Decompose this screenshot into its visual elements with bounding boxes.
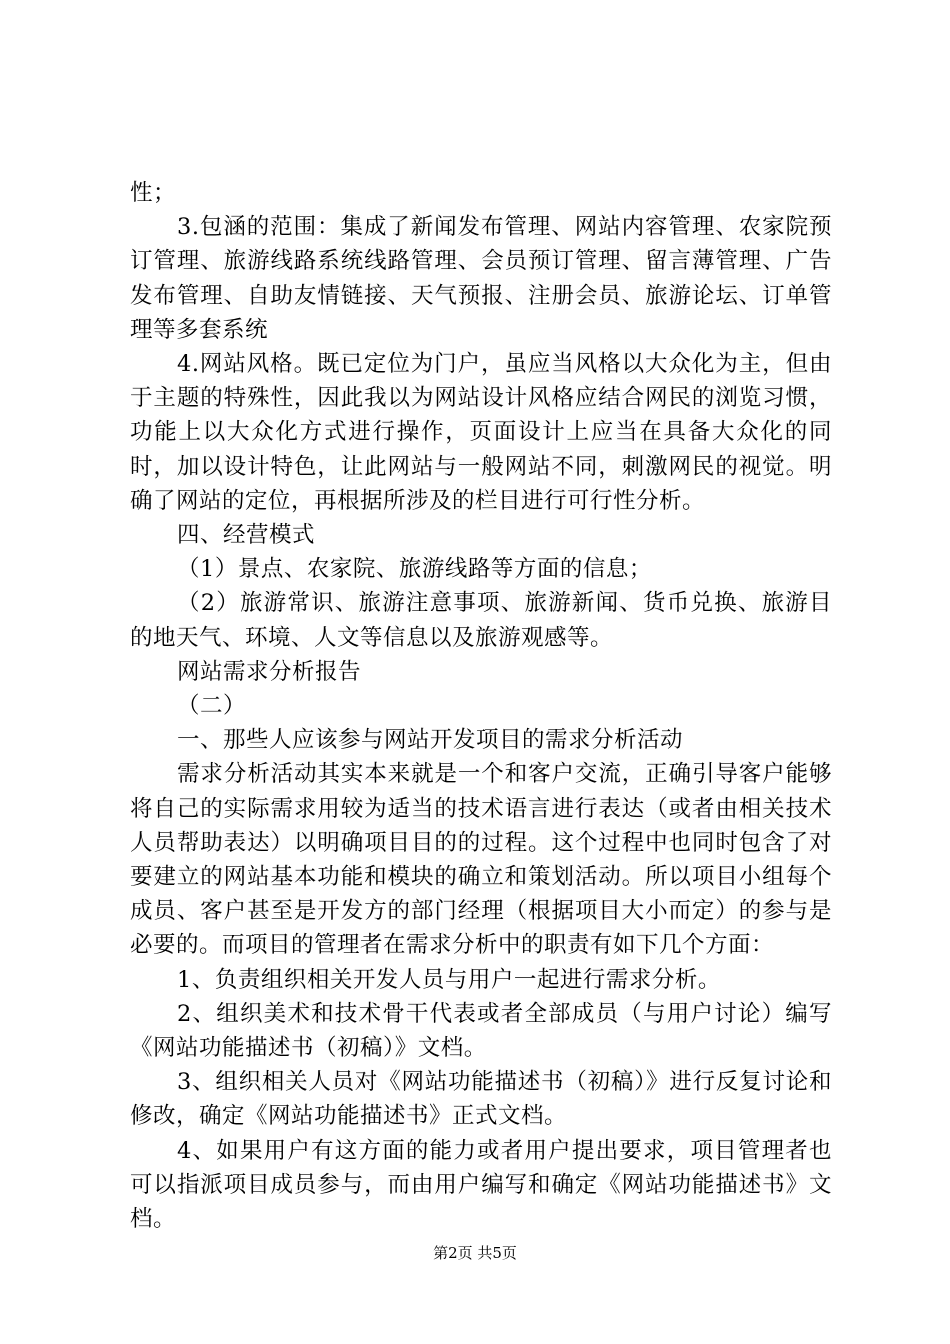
page-footer: 第2页 共5页	[433, 1244, 517, 1262]
paragraph-2: 4.网站风格。既已定位为门户，虽应当风格以大众化为主，但由于主题的特殊性，因此我以为网站设计风格应结合网民的浏览习惯，功能上以大众化方式进行操作，页面设计上应当在具备大众化的同时，加以设计特色，让此网站与一般网站不同，刺激网民的视觉。明确了网站的定位，再根据所涉及的栏目进行可行性分析。	[130, 351, 832, 514]
paragraph-5: （2）旅游常识、旅游注意事项、旅游新闻、货币兑换、旅游目的地天气、环境、人文等信息以及旅游观感等。	[130, 590, 832, 651]
section-heading-4: 四、经营模式	[177, 522, 316, 549]
paragraph-1: 3.包涵的范围：集成了新闻发布管理、网站内容管理、农家院预订管理、旅游线路系统线路管理、会员预订管理、留言薄管理、广告发布管理、自助友情链接、天气预报、注册会员、旅游论坛、订单管理等多套系统	[130, 214, 832, 343]
paragraph-10: 1、负责组织相关开发人员与用户一起进行需求分析。	[177, 966, 721, 993]
report-title: 网站需求分析报告	[177, 658, 362, 685]
report-subtitle: （二）	[177, 693, 247, 720]
section-heading-1: 一、那些人应该参与网站开发项目的需求分析活动	[177, 727, 684, 754]
paragraph-11: 2、组织美术和技术骨干代表或者全部成员（与用户讨论）编写《网站功能描述书（初稿）》文档。	[130, 1000, 832, 1062]
document-body	[130, 176, 832, 1236]
paragraph-13: 4、如果用户有这方面的能力或者用户提出要求，项目管理者也可以指派项目成员参与，而由用户编写和确定《网站功能描述书》文档。	[130, 1137, 832, 1233]
paragraph-0: 性；	[130, 180, 177, 206]
paragraph-9: 需求分析活动其实本来就是一个和客户交流，正确引导客户能够将自己的实际需求用较为适当的技术语言进行表达（或者由相关技术人员帮助表达）以明确项目目的的过程。这个过程中也同时包含了对要建立的网站基本功能和模块的确立和策划活动。所以项目小组每个成员、客户甚至是开发方的部门经理（根据项目大小而定）的参与是必要的。而项目的管理者在需求分析中的职责有如下几个方面：	[130, 761, 832, 959]
paragraph-12: 3、组织相关人员对《网站功能描述书（初稿）》进行反复讨论和修改，确定《网站功能描述书》正式文档。	[130, 1069, 832, 1130]
paragraph-4: （1）景点、农家院、旅游线路等方面的信息；	[177, 556, 652, 583]
